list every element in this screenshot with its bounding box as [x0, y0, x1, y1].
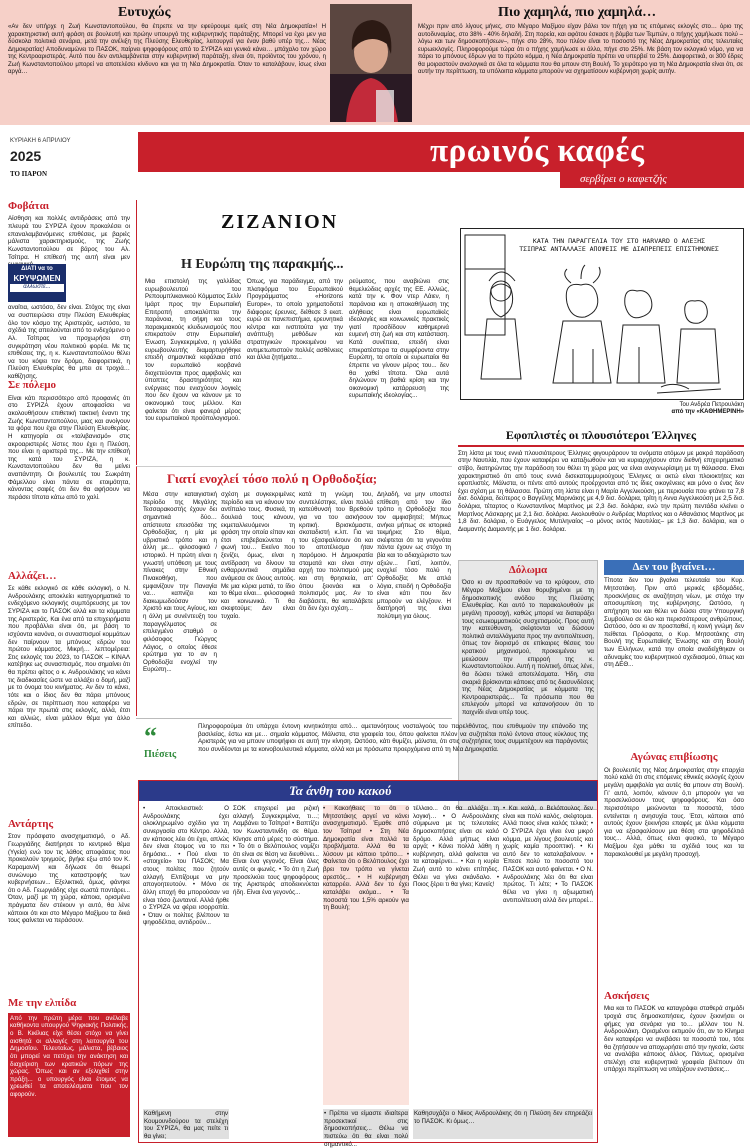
masthead-subtitle: σερβίρει ο καφετζής: [580, 173, 667, 185]
piesis-box: [136, 718, 588, 772]
bottom-center: [138, 780, 598, 1148]
bottom-left-column: [8, 818, 130, 1143]
cartoon-credit-line2: από την «ΚΑΘΗΜΕΡΙΝΗ»: [671, 409, 744, 416]
masthead-year: 2025: [10, 148, 42, 164]
bottom-col4: τέλλαιο... ότι θα αλλάξει τη λογική… • Ο Ανδρουλάκης σύμφωνα με τις τελευταίες δημοσκοπήσεις είναι σε καλό δρόμο. Αλλά μήπως είναι αργά; • Κάνει πολλά λάθη η κυβέρνηση, αλλά φαίνεται να τα καταφέρνει… • Και η κυρία Ζωή αυτό το κάνει επίτηδες. Θέλει να γίνει σκάνδαλο. • Ποιος ξέρει τι θα γίνει; Κανείς!: [413, 805, 499, 889]
middle-col2: σχέση με συγκεκριμένες περίοδο και να κάνουν τον αντίπαλο τους. Φυσικά, τη δουλειά τους κάνουν, εκμεταλλευόμενοι τη φράση την οποία είπαν και έτσι επιβεβαιώνεται η φωνή του… Εκείνο που ξενίζει, όμως, είναι η αντίδραση να δίνουν τα ενθαρρυντικά σημάδια ανάμεσα σε όλους αυτούς. Με μια κύρια ματιά, το ίδιο το θέμα είναι… φιλοσοφικά και κοινωνικά. Τι θα σκεφτούμε; Δεν είναι τυχαίο.: [221, 491, 295, 620]
right-d-title: Ασκήσεις: [604, 990, 650, 1002]
s4-body: Στον πρόσφατο ανασχηματισμό, ο Αδ. Γεωργιάδης διατήρησε το κεντρικό θέμα (Υγεία) ενώ τον τις λάθος αποφάσεις που προκαλούν τριγμούς, βγήκε εξω από τον Κ. Καραμανλή και δήλωσε ότι θεωρεί συνώνυμο της καταστροφής των κυβερνήσεων... Εξελικτικά, όμως, φάνηκε ότι ο Αδ. Γεωργιάδης είχε σωστά ποντάρει... Όταν, μαζί με τη χώρα, κάποια, ορισμένα πράγματα δεν στέκουν γι αυτό, θα λένε κάποιοι ότι και στο Μέγαρο Μαξίμου τα δικά τους φαίνεται να περάσουν.: [8, 833, 130, 925]
dolomo-title: Δόλωμα: [508, 564, 548, 576]
bottom-gray-left: Καθήμενη στην Κουμουνδούρου τα στελέχη του ΣΥΡΙΖΑ, θα μας πείτε τι θα γίνει;: [144, 1110, 228, 1140]
dolomo-box: [458, 560, 598, 810]
quote-icon: “: [144, 722, 157, 751]
cartoon: [460, 228, 744, 400]
zizanion-section: [136, 200, 452, 465]
cartoon-caption: ΚΑΤΑ ΤΗΝ ΠΑΡΑΓΓΕΛΙΑ ΤΟΥ ΣΤΟ HARVARD Ο ΑΛΕΞΗΣ ΤΣΙΠΡΑΣ ΑΝΤΑΛΛΑΞΕ ΑΠΟΨΕΙΣ ΜΕ ΔΙΑΠΡΕΠΕΙΣ ΕΠΙΣΤΗΜΟΝΕΣ: [519, 237, 719, 254]
top-right-body: Μέχρι πριν από λίγους μήνες, στο Μέγαρο Μαξίμου είχαν βάλει τον πήχη για τις επόμενες εκλογές στο… όριο της αυτοδυναμίας, στο 38% - 40% δηλαδή. Στη πορεία, και αφότου έσκασε η βόμβα των Τεμπών, ο πήχης χαμήλωσε πολύ –λόγω και των δημοσκοπήσεων–, πήγε στο 28%, που πλέον είναι το ποσοστό της Νέας Δημοκρατίας στις τελευταίες ευρωεκλογές. Πληροφορούμε τώρα ότι ο πήχης χαμήλωσε κι άλλο, πήγε στο 25%. Με βάση τον εκλογικό νόμο, για να πάρει το μπόνους έδρων για το πρώτο κόμμα, η Νέα Δημοκρατία πρέπει να υπερβεί το 25%. Διαφορετικά, οι 300 έδρες θα μοιραστούν αναλογικά σε όλα τα κόμματα που θα μπουν στη Βουλή. Το χειρότερο για τη Νέα Δημοκρατία είναι ότι, σε αυτήν την περίπτωση, τα υπόλοιπα κόμματα μπορούν να σχηματίσουν κυβέρνηση χωρίς αυτήν.: [418, 23, 743, 75]
piesis-label: Πιέσεις: [144, 749, 177, 760]
piesis-body: Πληροφορούμαι ότι υπάρχει έντονη κινητικότητα από… αμετανόητους νοσταλγούς του παρελθόντος, που επιθυμούν την επάνοδο της βασιλείας, έστω και με… σημαία κόμματος. Μάλιστα, στα γραφεία του, όπου φαίνεται πλέον να συζητιέται πολύ έντονα στους κύκλους της Αριστεράς για να μπουν υποψήφιοι σε αυτή την κίνηση. Ωστόσο, κάτι θυμίζει, μάλιστα, ότι στις συζητήσεις τους συμμετέχουν και παράγοντες που συνδέονται με τα κοινοβουλευτικά κόμματα, αλλά και με πρόσωπα προερχόμενα από τη Νέα Δημοκρατία.: [198, 723, 588, 753]
middle-article: [136, 466, 452, 716]
s1-body: Αίσθηση και πολλές αντιδράσεις από την πλευρά του ΣΥΡΙΖΑ έχουν προκαλέσει οι επαναλαμβανόμενες επιθέσεις, με βαριές μάλιστα χαρακτηρισμούς, της Ζωής Κωνσταντοπούλου σε βάρος του Αλ. Τσίπρα. Η επίθεσή της αυτή είναι μεν: [8, 215, 130, 261]
right-b: [604, 560, 744, 860]
middle-col4: Δηλαδή, να μην υποστεί επίθεση από τον ίδιο τρόπο η Ορθοδοξία που τον αμφισβητεί; Μήπως ανήκει μήπως σε ιστορικά τεκμήρια; Στο θέμα, σκέφτεται ότι τα γεγονότα πάντα έχουν ως στόχο τη βία και το αδιαχώριστο των αξιών... Γιατί, λοιπόν, ενοχλεί τόσο πολύ η Ορθοδοξία; Με απλά λόγια, επειδή η Ορθοδοξία είναι κάτι που δεν μπορούν να ελέγξουν. Η διατήρησή της είναι πολύτιμη για όλους.: [377, 491, 451, 620]
right-a-body: Στη λίστα με τους εννιά πλουσιότερους Έλληνες φιγουράρουν τα ονόματα ατόμων με μακρά παράδοση στην Ναυτιλία, που έχουν καταφέρει να καταξιωθούν και να κυριαρχήσουν στον διεθνή επιχειρηματικό στίβο, διατηρώντας την παράδοση του θέλει τη χώρα μας να είναι αναγνωρίσιμη με τη θάλασσα. Είναι χαρακτηριστικό ότι από τους εννιά δισεκατομμυριούχους Έλληνες οι οκτώ είναι πλοιοκτήτες και εφοπλιστές. Μάλιστα, οι πέντε από αυτούς προέρχονται από τις ίδιες οικογένειες και μόνο ο ένας δεν έχει σχέση με τη θάλασσα. Πρώτη στη λίστα είναι η Μαρία Αγγελικούση, με περιουσία που φτάνει τα 7,8 δισ. δολάρια, δεύτερος ο Βαγγέλης Μαρινάκης με 4,9 δισ. δολάρια, τρίτη η Αννα Αγγελικούση με 2,5 δισ. δολάρια, τέταρτος ο Κωνσταντίνος Μαρτίνος με 2,3 δισ. δολάρια, ενώ την πρώτη πεντάδα κλείνει ο Μαρτίνος Λάσκαρης με 2,1 δισ. δολάρια. Ακολουθούν ο Ανδρέας Μαρτίνος και ο Αθανάσιος Μαρτίνος με 1,8 δισ. δολάρια, ο Ευάγγελος Μυτιληναίος –ο μόνος εκτός Ναυτιλίας– με 1,3 δισ. δολάρια, και ο Διαμαντής Διαμαντής με 1 δισ. δολάρια.: [458, 449, 744, 533]
bottom-col1: • Αποκλειστικό: Ο Ανδρουλάκης έχει ολοκληρωμένο σχέδιο για τη συνεργασία στο Κέντρο. Αλλά, αν κάποιος λέει ότι έχει, απλώς δεν είναι έτοιμος να το πει δημόσια… • Πού είναι το «στοιχείο» του ΠΑΣΟΚ; Μα στους πολίτες που ζητούν αλλαγή. Ελπίζουμε να μην απογοητευτούν. • Μόνο σε άλλη εποχή θα μπορούσαν να είναι τόσο ζωντανοί. Αλλά ήρθε ο ΣΥΡΙΖΑ να φέρει ισορροπία. • Όταν οι πολίτες βλέπουν τα ψηφοδέλτια, αντιδρούν...: [143, 805, 229, 927]
promo-line1: ΔΙΑΤΙ να το: [21, 266, 53, 273]
s2-title: Σε πόλεμο: [8, 379, 57, 392]
cartoon-credit-line1: Του Ανδρέα Πετρουλάκη: [679, 402, 744, 408]
s1-title: Φοβάται: [8, 200, 50, 212]
masthead: [0, 128, 750, 190]
zizanion-col1: Μια επιστολή της γαλλίδας ευρωβουλευτού του Ρεπουμπλικανικού Κόμματος Σελίν Ιμάρτ προς την Ευρωπαϊκή Επιτροπή αποκαλύπτει την παράνοια, τη σήψη και τους παρακμιακούς κλυδωνισμούς που επικρατούν στην Ευρωπαϊκή Ένωση. Συγκεκριμένα, η γαλλίδα ευρωβουλευτής διαμαρτυρήθηκε επειδή σημαντικά κεφάλαια από τον ευρωπαϊκό κορβανά διοχετεύονται προς αμφιβολές και ύποπτες δραστηριότητες και ενέργειες που ενισχύουν λογικές που δεν έχουν να κάνουν με το οικονομικό τους μέλλον. Και φαίνεται ότι είναι φανερά μέρος του ευρωπαϊκού προϋπολογισμού.: [145, 278, 241, 423]
middle-col3: κατά τη γνώμη του, συντελέστηκε, είναι πολλά κατεύθυνσή του Βρεθούν για να του ασκήσουν κριτική. Βρισκόμαστε, σκοταδιστή κ.λπ. Για να του εξασφαλίσουν ότι και το αποτέλεσμα ήταν παρόμοιο. Η Δημοκρατία σταματά και είναι στην αρχή του πολιτισμού μας και στη θρησκεία, απ' όπου ξεκινάει και ο πολιτισμός μας. Αν το διαβάσετε, θα καταλάβετε ότι δεν έχει σχέση...: [299, 491, 373, 613]
top-left-title: Ευτυχώς: [118, 5, 171, 20]
bottom-col5: • Και καλά, ο Βελόπουλος δεν είναι και πολύ καλός, σκέφτομαι. Αλλά ποιος είναι καλός τελικά; • Ο ΣΥΡΙΖΑ έχει γίνει ένα μικρό κόμμα, με λίγους βουλευτές και χωρίς καμία προοπτική. • Κι αυτό δεν το καταλαβαίνουν. • Έπεσε πολύ το ποσοστό του ΠΑΣΟΚ και αυτό φαίνεται. • Ο Ν. Ανδρουλάκης λέει ότι θα είναι πρώτος. Τι λέτε; • Το ΠΑΣΟΚ θέλει να γίνει η αξιωματική αντιπολίτευση αλλά δεν μπορεί...: [503, 805, 594, 904]
s2-body: Είναι κάτι περισσότερο από προφανές ότι στο ΣΥΡΙΖΑ έχουν αποφασίσει να ακολουθήσουν επιθετική τακτική έναντι της Ζωής Κωνσταντοπούλου, μιας και ανοίγουν τα φόρα που έχει στην Πλεύση Ελευθερίας. Η κατηγορία σε «ταλιβανισμό» στις ακροαριστερές λίστες που έχει η Πλεύση, που είναι η αριστερά της... Με την επίθεσή της κατά του ΣΥΡΙΖΑ, η κ. Κωνσταντοπούλου δεν θα μείνει αναπάντητη. Οι βουλευτές του Σωκράτη Φάμελλου είναι πάντα σε ετοιμότητα, κάνοντας σαφές ότι δεν θα αφήσουν να περάσει τίποτα κάτω από το χαλί.: [8, 394, 130, 501]
bottom-title: Τα άνθη του κακού: [289, 783, 392, 798]
top-left-article: [8, 4, 326, 124]
s1-body2: αναίτια, ωστόσο, δεν είναι. Στόχος της είναι να συσπειρώσει στην Πλεύση Ελευθερίας όλο τον κόσμο της Αριστεράς, ωστόσο, τα σχέδιά της απειλούνται από το ενδεχόμενο ο Αλ. Τσίπρας να προχωρήσει στη συγκρότηση νέου πολιτικού φορέα. Με τις επιθέσεις της, η κ. Κωνσταντοπούλου θέλει να του κόψει τον δρόμο, διαφορετικά, η Πλεύση Ελευθερίας θα μπει σε τροχιά… καθίζησης.: [8, 304, 130, 381]
cartoon-credit: [560, 402, 744, 417]
top-left-body: «Αν δεν υπήρχε η Ζωή Κωνσταντοπούλου, θα έπρεπε να την εφεύρουμε εμείς στη Νέα Δημοκρατία»! Η χαρακτηριστική αυτή φράση σε βουλευτή και πρώην υπουργό της κυβερνητικής παράταξης. Μπορεί να έχει μεν για δύσκολα πολιτικά σενάρια, μετά την ανέλιξη της Πλεύσης Ελευθερίας, λειτουργεί για έναν βαθύ υπέρ της… Νέας Δημοκρατίας! Αποδυναμώνει το ΠΑΣΟΚ, παίρνει ψηφοφόρους από το ΣΥΡΙΖΑ και γενικά κάνει… μπάχαλο τον χώρο της Κεντροαριστεράς. Αυτό που δεν αντιλαμβάνεται στην κυβερνητική παράταξη, είναι ότι, προϊόντος του χρόνου, η Ζωή Κωνσταντοπούλου μπορεί να αποτελέσει κίνδυνο και για τη Νέα Δημοκρατία. Όταν το καταλάβουν, ίσως είναι αργά…: [8, 23, 326, 75]
zizanion-col2: Όπως, για παράδειγμα, από την πλατφόρμα του Ευρωπαϊκού Προγράμματος «Horizons Europe», το οποίο χρηματοδοτεί διάφορες έρευνες, διέθεσε 3 εκατ. ευρώ σε πανεπιστήμια, ερευνητικά κέντρα και ινστιτούτα για την ανάπτυξη μεθόδων και στρατηγικών προκειμένου να αντιμετωπιστούν πολλές ασθένειες και άλλα ζητήματα...: [247, 278, 343, 362]
middle-col1: Μέσα στην καταιγιστική περίοδο της Μεγάλης Τεσσαρακοστής έχουν δει σημαντικά δύο… απίστευτα επεισόδια της Ορθοδοξίας, η μία με υβριστικό τρόπο και η άλλη με… φιλοσοφικό / ιστορικό. Η πρώτη είναι η γνωστή υπόθεση με τους πίνακες στην Εθνική Πινακοθήκη, που εμφανίζουν την Παναγία να… καπνίζει και διακωμωδούσαν τον Χριστό και τους Αγίους, και η άλλη με συνέντευξη του παραγγέλματος σε επιλεγμένο σταθμό ο φιλόσοφος Γιώργος Λάγιος, ο οποίος έθεσε ερώτημα για το αν η Ορθοδοξία ενοχλεί την Ευρώπη...: [143, 491, 217, 674]
top-right-title: Πιο χαμηλά, πιο χαμηλά…: [498, 5, 657, 20]
right-c-title: Αγώνας επιβίωσης: [630, 751, 718, 764]
masthead-date: ΚΥΡΙΑΚΗ 6 ΑΠΡΙΛΙΟΥ: [10, 138, 71, 144]
s3-title: Αλλάζει…: [8, 569, 57, 582]
middle-headline: Γιατί ενοχλεί τόσο πολύ η Ορθοδοξία;: [167, 471, 378, 486]
zizanion-col3: ρεύματος, που αναβιώνει στις θεμελιώδεις αρχές της ΕΕ. Αλλιώς, κατά την κ. Φον ντερ Λάιεν, η παράνοια και η αποκαθήλωση της αλήθειας είναι ευρωπαϊκές ιδεολογίες και κοινωνικές πρακτικές γιατί προσδίδουν καθημερινά ευμενή στη ζωή και στη κατάσταση. Κατά συνέπεια, επειδή είναι επικρατέστερα τα συμφέροντα στην Ευρώπη, τα οποία οι ευρωπαίοι θα έπρεπε να γίνουν μέρος του... δεν θα χαθεί τίποτα. Όλα αυτά δηλώνουν τη βαθιά κρίση και την οικονομική κατάρρευση της ευρωπαϊκής ιδεολογίας...: [349, 278, 449, 400]
right-c-body: Οι βουλευτές της Νέας Δημοκρατίας στην επαρχία πολύ καλά ότι στις επόμενες εθνικές εκλογές έχουν μεγάλη αμφιβολία για αυτές θα μπουν στη Βουλή. Γι' αυτό, λοιπόν, κάνουν ό,τι μπορούν για να προσελκύσουν τους ψηφοφόρους. Και όσο περισσότερο μειώνονται τα ποσοστά, τόσο εντείνεται η ανησυχία τους. Έτσι, κάποιοι από αυτούς έχουν ξεκινήσει επαφές με άλλα κόμματα για να εξασφαλίσουν μια θέση στα ψηφοδέλτιά τους... Αλλά, όπως είναι φυσικό, το Μέγαρο Μαξίμου έχει μάθει τα σχέδιά τους και τα παρακολουθεί με μεγάλη προσοχή.: [604, 766, 744, 858]
promo-line2: ΚΡΥΨΩΜΕΝ: [13, 273, 61, 283]
bottom-right: [604, 990, 744, 1143]
s5-box: [8, 1013, 130, 1137]
right-b-body: Τίποτα δεν του βγαίνει τελευταία του Κυρ. Μητσοτάκη. Πριν από μερικές εβδομάδες, προσκλήσεις σε αναζήτηση νέων, με στόχο την αποσυμπίεση της κυβέρνησης. Ωστόσο, η απήχηση του και θέλει να δώσει στην Υπουργική Συμβούλιο σε όλο και περισσότερους ανθρώπους. Ωστόσο, όσο κι αν προσπαθεί, η κοινή γνώμη δεν πείθεται. Πρόσφατα, ο Κυρ. Μητσοτάκης στη Βουλή της Ευρωπαϊκής Ένωσης και στη Βουλή των Ελλήνων, κατά την οποία αναδείχθηκαν οι αδυναμίες του κυβερνητικού σχεδιασμού, όπως και στη ΔΕΘ...: [604, 577, 744, 669]
bottom-col2: ΣΟΚ επιχειρεί μια ριζική αλλαγή. Συγκεκριμένα, τι…; Λαμβάνει το Τσίπρα! • Βαπτίζει τον Κωνσταντινίδη σε θέμα. Κίνησε από μέρες το σύστημα. • Το ότι ο Βελόπουλος νομίζει ότι είναι σε θέση να διευθύνει... Είναι ένα γεγονός. Είναι όλες αυτές οι φωνές. • Το ότι η Ζωή προσελκύει τους ψηφοφόρους της Αριστεράς αποδεικνύεται ήδη. Είναι ένα γεγονός...: [233, 805, 319, 896]
dolomo-body: Όσο κι αν προσπαθούν να το κρύψουν, στο Μέγαρο Μαξίμου είναι θορυβημένοι με τη δημοσκοπικής ανόδου της Πλεύσης Ελευθερίας. Και αυτό το παρακολουθούν με μεγάλη προσοχή, καθώς μπορεί να διαταράξει τους εσωκομματικούς συσχετισμούς. Προς αυτή την κατεύθυνση, σκέφτονται να δώσουν πολιτικά ανταλλάγματα προς την αντιπολίτευση, όπως τον διορισμό σε επίκαιρες θέσεις του κρατικού μηχανισμού, προκειμένου να μειώσουν την επιρροή της κ. Κωνσταντοπούλου. Αυτή η πολιτική, όπως λένε, θα δώσει τελικά αποτελέσματα. Ήδη, στα σκαριά βρίσκονται κάποιες από τις διασυνδέσεις της Νέας Δημοκρατίας με κόμματα της Κεντροαριστεράς... Τα πρόσωπα που θα επιλεγούν μπορεί να κατανοήσουν ότι το παιχνίδι είναι υπέρ τους.: [462, 579, 594, 717]
top-right-article: [418, 4, 743, 124]
masthead-paper: ΤΟ ΠΑΡΟΝ: [10, 170, 48, 178]
promo-box: [8, 264, 66, 302]
bottom-gray-right: Καθησυχάζει ο Νίκος Ανδρουλάκης ότι η Πλεύση δεν επηρεάζει το ΠΑΣΟΚ. Κι όμως…: [413, 1109, 593, 1139]
zizanion-headline: Η Ευρώπη της παρακμής...: [181, 257, 344, 272]
bottom-gray-center: • Πρέπει να είμαστε ιδιαίτερα προσεκτικοί στις δημοσκοπήσεις... Θέλω να πιστεύω ότι θα είναι πολύ σημαντικό...: [324, 1110, 408, 1148]
cartoon-drawing-icon: [461, 229, 745, 401]
right-d-body: Μια και το ΠΑΣΟΚ να καταγράφει σταθερά σημάδι τροχιά στις δημοσκοπήσεις, έχουν ξεκινήσει οι φήμες για σενάρια για το… μέλλον του Ν. Ανδρουλάκη. Ορισμένοι εκτιμούν ότι, αν το Κίνημα δεν καταφέρει να ανεβάσει τα ποσοστά του, τότε θα ζητήσουν να αποχωρήσει από την ηγεσία, ώστε να αναλάβει κάποιος άλλος. Πάντως, ορισμένα στελέχη στα κυβερνητικά γραφεία βλέπουν ότι υπάρχει περίπτωση να υπάρξουν ενστάσεις...: [604, 1005, 744, 1074]
masthead-title: πρωινός καφές: [430, 133, 645, 169]
right-b-title: Δεν του βγαίνει…: [604, 560, 744, 575]
s5-title: Με την ελπίδα: [8, 997, 77, 1010]
right-a-title: Εφοπλιστές οι πλουσιότεροι Έλληνες: [458, 428, 744, 447]
bottom-col3: • Κακοήθειες το ότι ο Μητσοτάκης αργεί να κάνει ανασχηματισμό. Έμαθε από τον Τσίπρα! • Στη Νέα Δημοκρατία είναι πολλά τα προβλήματα. Αλλά θα τα λύσουν με κάποιο τρόπο… • Φαίνεται ότι ο Βελόπουλος έχει βρει τον τρόπο να γίνεται αρεστός... • Η κυβέρνηση καταρρέει. Αλλά δεν το έχει καταλάβει ακόμα... • Τα ποσοστά του 1,5% αρκούν για τη Βουλή;: [323, 805, 409, 1105]
politician-photo: [330, 4, 412, 122]
woman-portrait-icon: [330, 4, 412, 122]
promo-line3: άλλωστε...: [10, 284, 64, 291]
s3-body: Σε κάθε εκλογικό σε κάθε εκλογική, ο Ν. Ανδρουλάκης αποκλείει κατηγορηματικά το ενδεχόμενο εκλογικής συμπόρευσης με τον ΣΥΡΙΖΑ και το ΠΑΣΟΚ αλλά και τα κόμματα της Αριστεράς. Και ένα από τα επιχειρήματα που προβάλλει είναι ότι, με βάση το ισχύοντα κανόνα, οι συνασπισμοί κομμάτων δεν παίρνουν τα μπόνους εδρών του πρώτου κόμματος. Μικρή… λεπτομέρεια: Στις εκλογές του 2023, το ΠΑΣΟΚ – ΚΙΝΑΛ κατέβηκε ως συνασπισμός, που σημαίνει ότι θα πρέπει φέτος ο κ. Ανδρουλάκης να κάνει τις διαδικασίες ώστε να αλλάξει ο δομή, μαζί με το όνομα του κινήματος. Αν δεν το κάνει, τότε και ο ίδιος δεν θα πάρει μπόνους εδρών, σε περίπτωση που καταφέρει να πάρει την πρωτιά στις εκλογές, αλλά, έτσι και αλλιώς, είναι μάλλον θέμα για άλλο επίπεδο.: [8, 585, 130, 730]
s1-body-side: [69, 264, 130, 302]
zizanion-label: ΖΙΖΑΝΙΟΝ: [221, 211, 339, 233]
s4-title: Αντάρτης: [8, 818, 54, 830]
s5-body: Από την πρώτη μέρα που ανέλαβε καθήκοντα υπουργού Ψηφιακής Πολιτικής, ο Β. Κικίλιας είχε θέσει στόχο να γίνει αισθητά οι αλλαγές στη λειτουργία του Δημοσίου. Τελευταίως, μάλιστα, βέβαιος ότι μπορεί να πετύχει την ανάκτηση και διαχείριση των κρατικών πόρων της χώρας. Όπως και αν εξελιχθεί στην πράξη... ο υπουργός είναι έτοιμος να χρεωθεί τα αποτελέσματα που τον αφορούν.: [10, 1014, 128, 1099]
